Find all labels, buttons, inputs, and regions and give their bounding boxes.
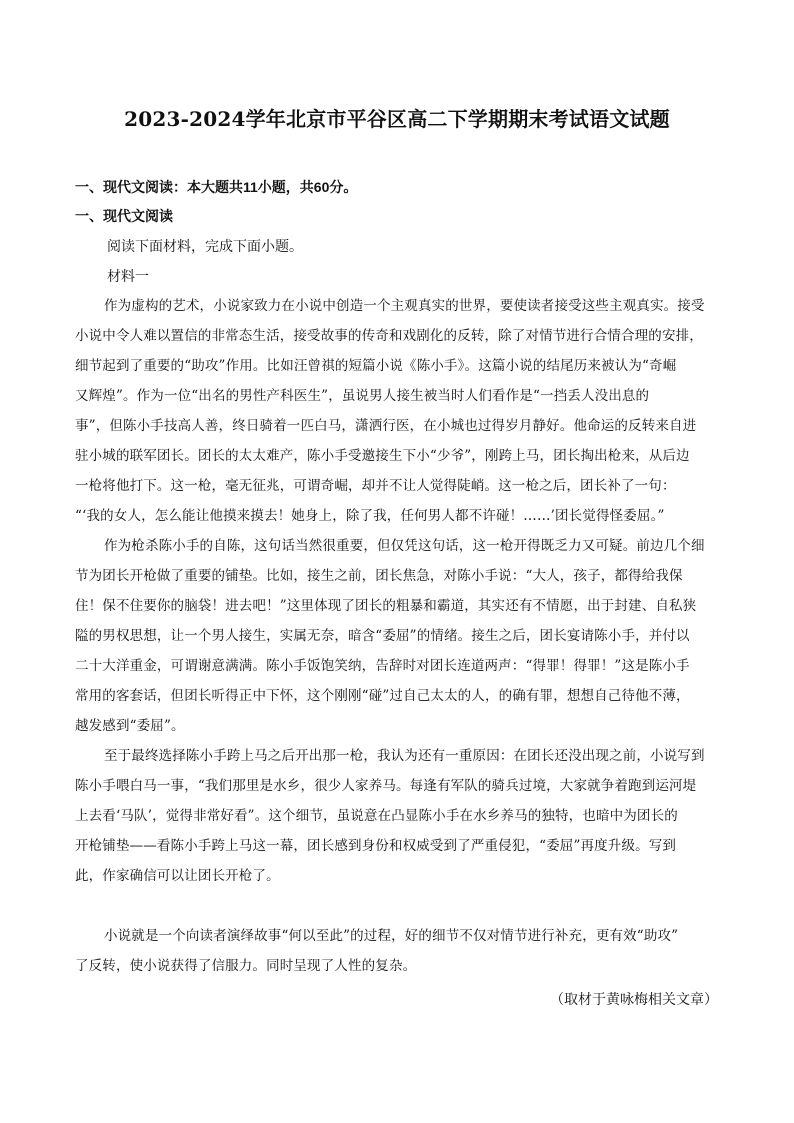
paragraph-line: 开枪铺垫——看陈小手跨上马这一幕，团长感到身份和权威受到了严重侵犯，“委屈”再度升级。写到 — [75, 838, 677, 854]
paragraph-line: 细节起到了重要的“助攻”作用。比如汪曾祺的短篇小说《陈小手》。这篇小说的结尾历来被认为“奇崛 — [75, 358, 677, 374]
paragraph-line: 节为团长开枪做了重要的铺垫。比如，接生之前，团长焦急，对陈小手说：“大人，孩子，都得给我保 — [75, 568, 683, 584]
paragraph-line: 常用的客套话，但团长听得正中下怀，这个刚刚“碰”过自己太太的人，的确有罪，想想自己待他不薄， — [75, 688, 690, 704]
paragraph-line: 上去看‘马队’，觉得非常好看”。这个细节，虽说意在凸显陈小手在水乡养马的独特，也暗中为团长的 — [75, 808, 678, 824]
instruction-text: 阅读下面材料，完成下面小题。 — [107, 238, 303, 254]
paragraph-line: 了反转，使小说获得了信服力。同时呈现了人性的复杂。 — [75, 958, 417, 974]
paragraph-line: 越发感到“委屈”。 — [75, 718, 185, 734]
paragraph-line: 二十大洋重金，可谓谢意满满。陈小手饭饱笑纳，告辞时对团长连道两声：“得罪！得罪！”这是陈小手 — [75, 658, 690, 674]
paragraph-line: 又辉煌”。作为一位“出名的男性产科医生”，虽说男人接生被当时人们看作是“一挡丢人没出息的 — [75, 388, 650, 404]
paragraph-line: 作为虚构的艺术，小说家致力在小说中创造一个主观真实的世界，要使读者接受这些主观真实。接受 — [104, 298, 705, 314]
paragraph-line: 陈小手喂白马一事，“我们那里是水乡，很少人家养马。每逢有军队的骑兵过境，大家就争着跑到运河堤 — [75, 778, 697, 794]
section-intro: 一、现代文阅读：本大题共11小题，共60分。 — [75, 179, 358, 195]
page-title: 2023-2024学年北京市平谷区高二下学期期末考试语文试题 — [124, 107, 670, 131]
material-label: 材料一 — [107, 268, 149, 284]
paragraph-line: 作为枪杀陈小手的自陈，这句话当然很重要，但仅凭这句话，这一枪开得既乏力又可疑。前边几个细 — [104, 538, 705, 554]
paragraph-line: 隘的男权思想，让一个男人接生，实属无奈，暗含“委屈”的情绪。接生之后，团长宴请陈小手，并付以 — [75, 628, 690, 644]
source-citation: （取材于黄咏梅相关文章） — [550, 991, 718, 1007]
paragraph-line: 住！保不住要你的脑袋！进去吧！”这里体现了团长的粗暴和霸道，其实还有不情愿，出于封建、自私狭 — [75, 598, 697, 614]
paragraph-line: 小说中令人难以置信的非常态生活，接受故事的传奇和戏剧化的反转，除了对情节进行合情合理的安排， — [75, 328, 703, 344]
paragraph-line: 事”，但陈小手技高人善，终日骑着一匹白马，潇洒行医，在小城也过得岁月静好。他命运的反转来自进 — [75, 418, 697, 434]
paragraph-line: 一枪将他打下。这一枪，毫无征兆，可谓奇崛，却并不让人觉得陡峭。这一枪之后，团长补了一句： — [75, 478, 676, 494]
paragraph-line: 驻小城的联军团长。团长的太太难产，陈小手受邀接生下小“少爷”，刚跨上马，团长掏出枪来，从后边 — [75, 448, 690, 464]
paragraph-line: 至于最终选择陈小手跨上马之后开出那一枪，我认为还有一重原因：在团长还没出现之前，小说写到 — [104, 748, 705, 764]
paragraph-line: 小说就是一个向读者演绎故事“何以至此”的过程，好的细节不仅对情节进行补充，更有效“助攻” — [104, 928, 679, 944]
paragraph-line: “‘我的女人，怎么能让他摸来摸去！她身上，除了我，任何男人都不许碰！……’团长觉得怪委屈。” — [75, 508, 665, 524]
paragraph-line: 此，作家确信可以让团长开枪了。 — [75, 868, 280, 884]
section-heading: 一、现代文阅读 — [75, 208, 173, 224]
